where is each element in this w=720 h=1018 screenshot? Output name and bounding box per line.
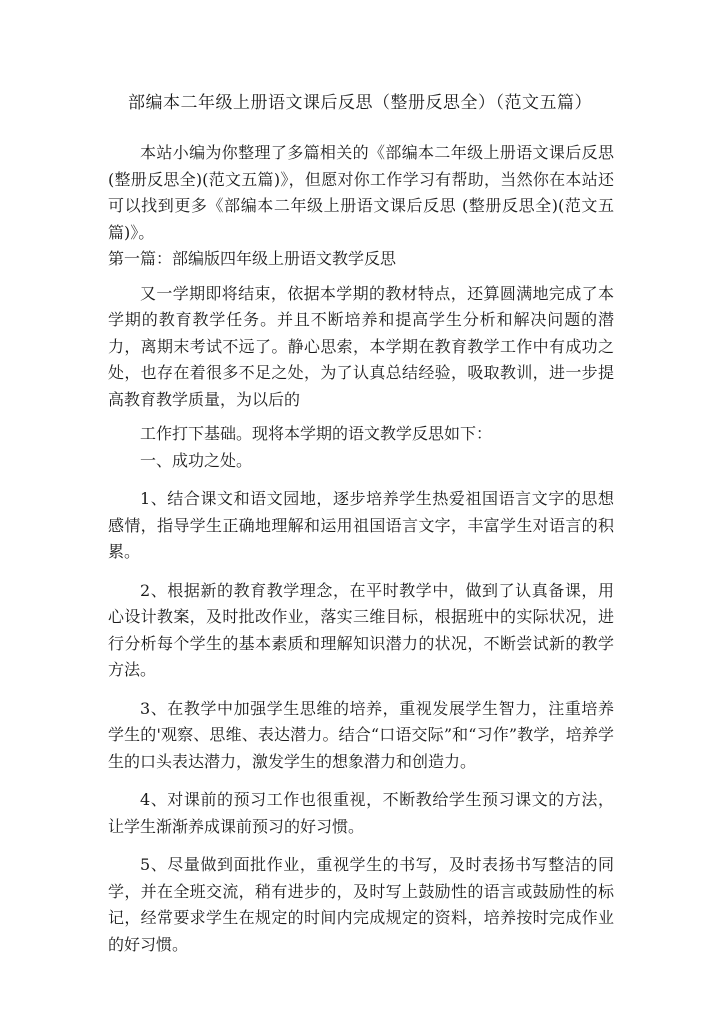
paragraph-6: 3、在教学中加强学生思维的培养，重视发展学生智力，注重培养学生的'观察、思维、表达潜力。结合“口语交际”和“习作”教学，培养学生的口头表达潜力，激发学生的想象潜力和创造力。 — [108, 698, 614, 771]
document-body — [108, 140, 614, 958]
paragraph-4: 1、结合课文和语文园地，逐步培养学生热爱祖国语言文字的思想感情，指导学生正确地理解和运用祖国语言文字，丰富学生对语言的积累。 — [108, 489, 614, 561]
paragraph-2: 工作打下基础。现将本学期的语文教学反思如下： — [140, 424, 493, 443]
intro-paragraph: 本站小编为你整理了多篇相关的《部编本二年级上册语文课后反思(整册反思全)(范文五篇)》，但愿对你工作学习有帮助，当然你在本站还可以找到更多《部编本二年级上册语文课后反思 (整册反思全)(范文五篇)》。 — [108, 143, 614, 242]
paragraph-8: 5、尽量做到面批作业，重视学生的书写，及时表扬书写整洁的同学，并在全班交流，稍有进步的，及时写上鼓励性的语言或鼓励性的标记，经常要求学生在规定的时间内完成规定的资料，培养按时完成作业的好习惯。 — [108, 855, 614, 954]
section-heading: 第一篇：部编版四年级上册语文教学反思 — [108, 249, 397, 268]
paragraph-7: 4、对课前的预习工作也很重视，不断教给学生预习课文的方法，让学生渐渐养成课前预习的好习惯。 — [108, 790, 614, 836]
document-title: 部编本二年级上册语文课后反思（整册反思全）（范文五篇） — [128, 93, 592, 113]
paragraph-1: 又一学期即将结束，依据本学期的教材特点，还算圆满地完成了本学期的教育教学任务。并且不断培养和提高学生分析和解决问题的潜力，离期末考试不远了。静心思索，本学期在教育教学工作中有成功之处，也存在着很多不足之处，为了认真总结经验，吸取教训，进一步提高教育教学质量，为以后的 — [108, 283, 614, 409]
paragraph-3: 一、成功之处。 — [140, 450, 253, 470]
paragraph-5: 2、根据新的教育教学理念，在平时教学中，做到了认真备课，用心设计教案，及时批改作业，落实三维目标，根据班中的实际状况，进行分析每个学生的基本素质和理解知识潜力的状况，不断尝试新的教学方法。 — [108, 580, 614, 679]
